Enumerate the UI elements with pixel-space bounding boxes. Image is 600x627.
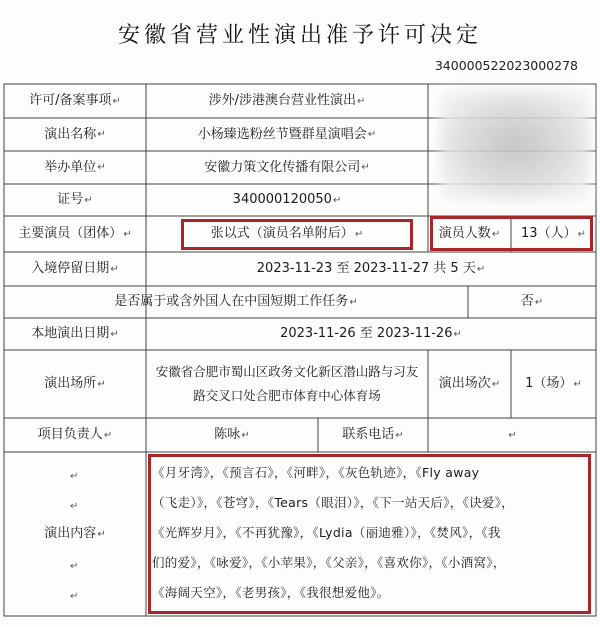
performer-count-label: 演员人数 ↵ [438,226,501,242]
content-label: 演出内容 ↵ [44,526,106,542]
highlight-content [148,454,591,614]
manager-label: 项目负责人 ↵ [37,427,113,443]
phone-value: ↵ [508,429,517,441]
permit-label: 许可/备案事项 ↵ [29,93,121,109]
cert-label: 证号 ↵ [57,192,93,208]
content-line: 《海阔天空》，《老男孩》，《我很想爱他》。 [152,585,390,600]
permit-value: 涉外/涉港澳台营业性演出 ↵ [208,93,366,109]
phone-label: 联系电话 ↵ [342,427,404,443]
redacted-photo [440,90,590,200]
main-performer-label: 主要演员（团体） ↵ [18,226,132,242]
local-date-value: 2023-11-26 至 2023-11-26 ↵ [280,326,462,342]
show-count-label: 演出场次 ↵ [438,376,501,392]
venue-value: 安徽省合肥市蜀山区政务文化新区潜山路与习友路交叉口处合肥市体育中心体育场 [155,364,419,403]
main-performer-value: 张以式（演员名单附后） ↵ [210,226,364,242]
cert-value: 340000120050 ↵ [232,192,342,208]
foreign-work-value: 否 ↵ [520,294,544,310]
show-count-value: 1（场） ↵ [525,376,582,392]
document-number: 340000522023000278 [434,58,578,73]
organizer-label: 举办单位 ↵ [44,159,106,175]
highlight-performer-count [430,216,593,251]
foreign-work-label: 是否属于或含外国人在中国短期工作任务 ↵ [114,294,358,310]
show-name-value: 小杨臻选粉丝节暨群星演唱会 ↵ [197,126,377,142]
organizer-value: 安徽力策文化传播有限公司 ↵ [204,159,370,175]
entry-date-label: 入境停留日期 ↵ [31,261,119,277]
performer-count-value: 13（人） ↵ [521,226,586,242]
content-line: 们的爱》，《咏爱》，《小苹果》，《父亲》，《喜欢你》，《小酒窝》， [152,555,506,570]
document-title: 安徽省营业性演出准予许可决定 [117,23,482,48]
content-label-marks: ↵ ↵ ↵ ↵ [70,471,79,602]
content-line: 《光辉岁月》，《不再犹豫》，《Lydia（丽迪雅）》，《焚风》，《我 [152,525,501,540]
highlight-main-performer [181,219,413,250]
show-name-label: 演出名称 ↵ [44,126,106,142]
manager-value: 陈咏 ↵ [214,427,250,443]
content-line: （飞走）》，《苍穹》，《Tears（眼泪）》，《下一站天后》，《诀爱》， [152,495,515,510]
venue-label: 演出场所 ↵ [44,376,106,392]
content-line: 《月牙湾》，《预言石》，《河畔》，《灰色轨迹》，《Fly away [152,465,480,480]
local-date-label: 本地演出日期 ↵ [31,326,119,342]
entry-date-value: 2023-11-23 至 2023-11-27 共 5 天 ↵ [256,261,486,277]
